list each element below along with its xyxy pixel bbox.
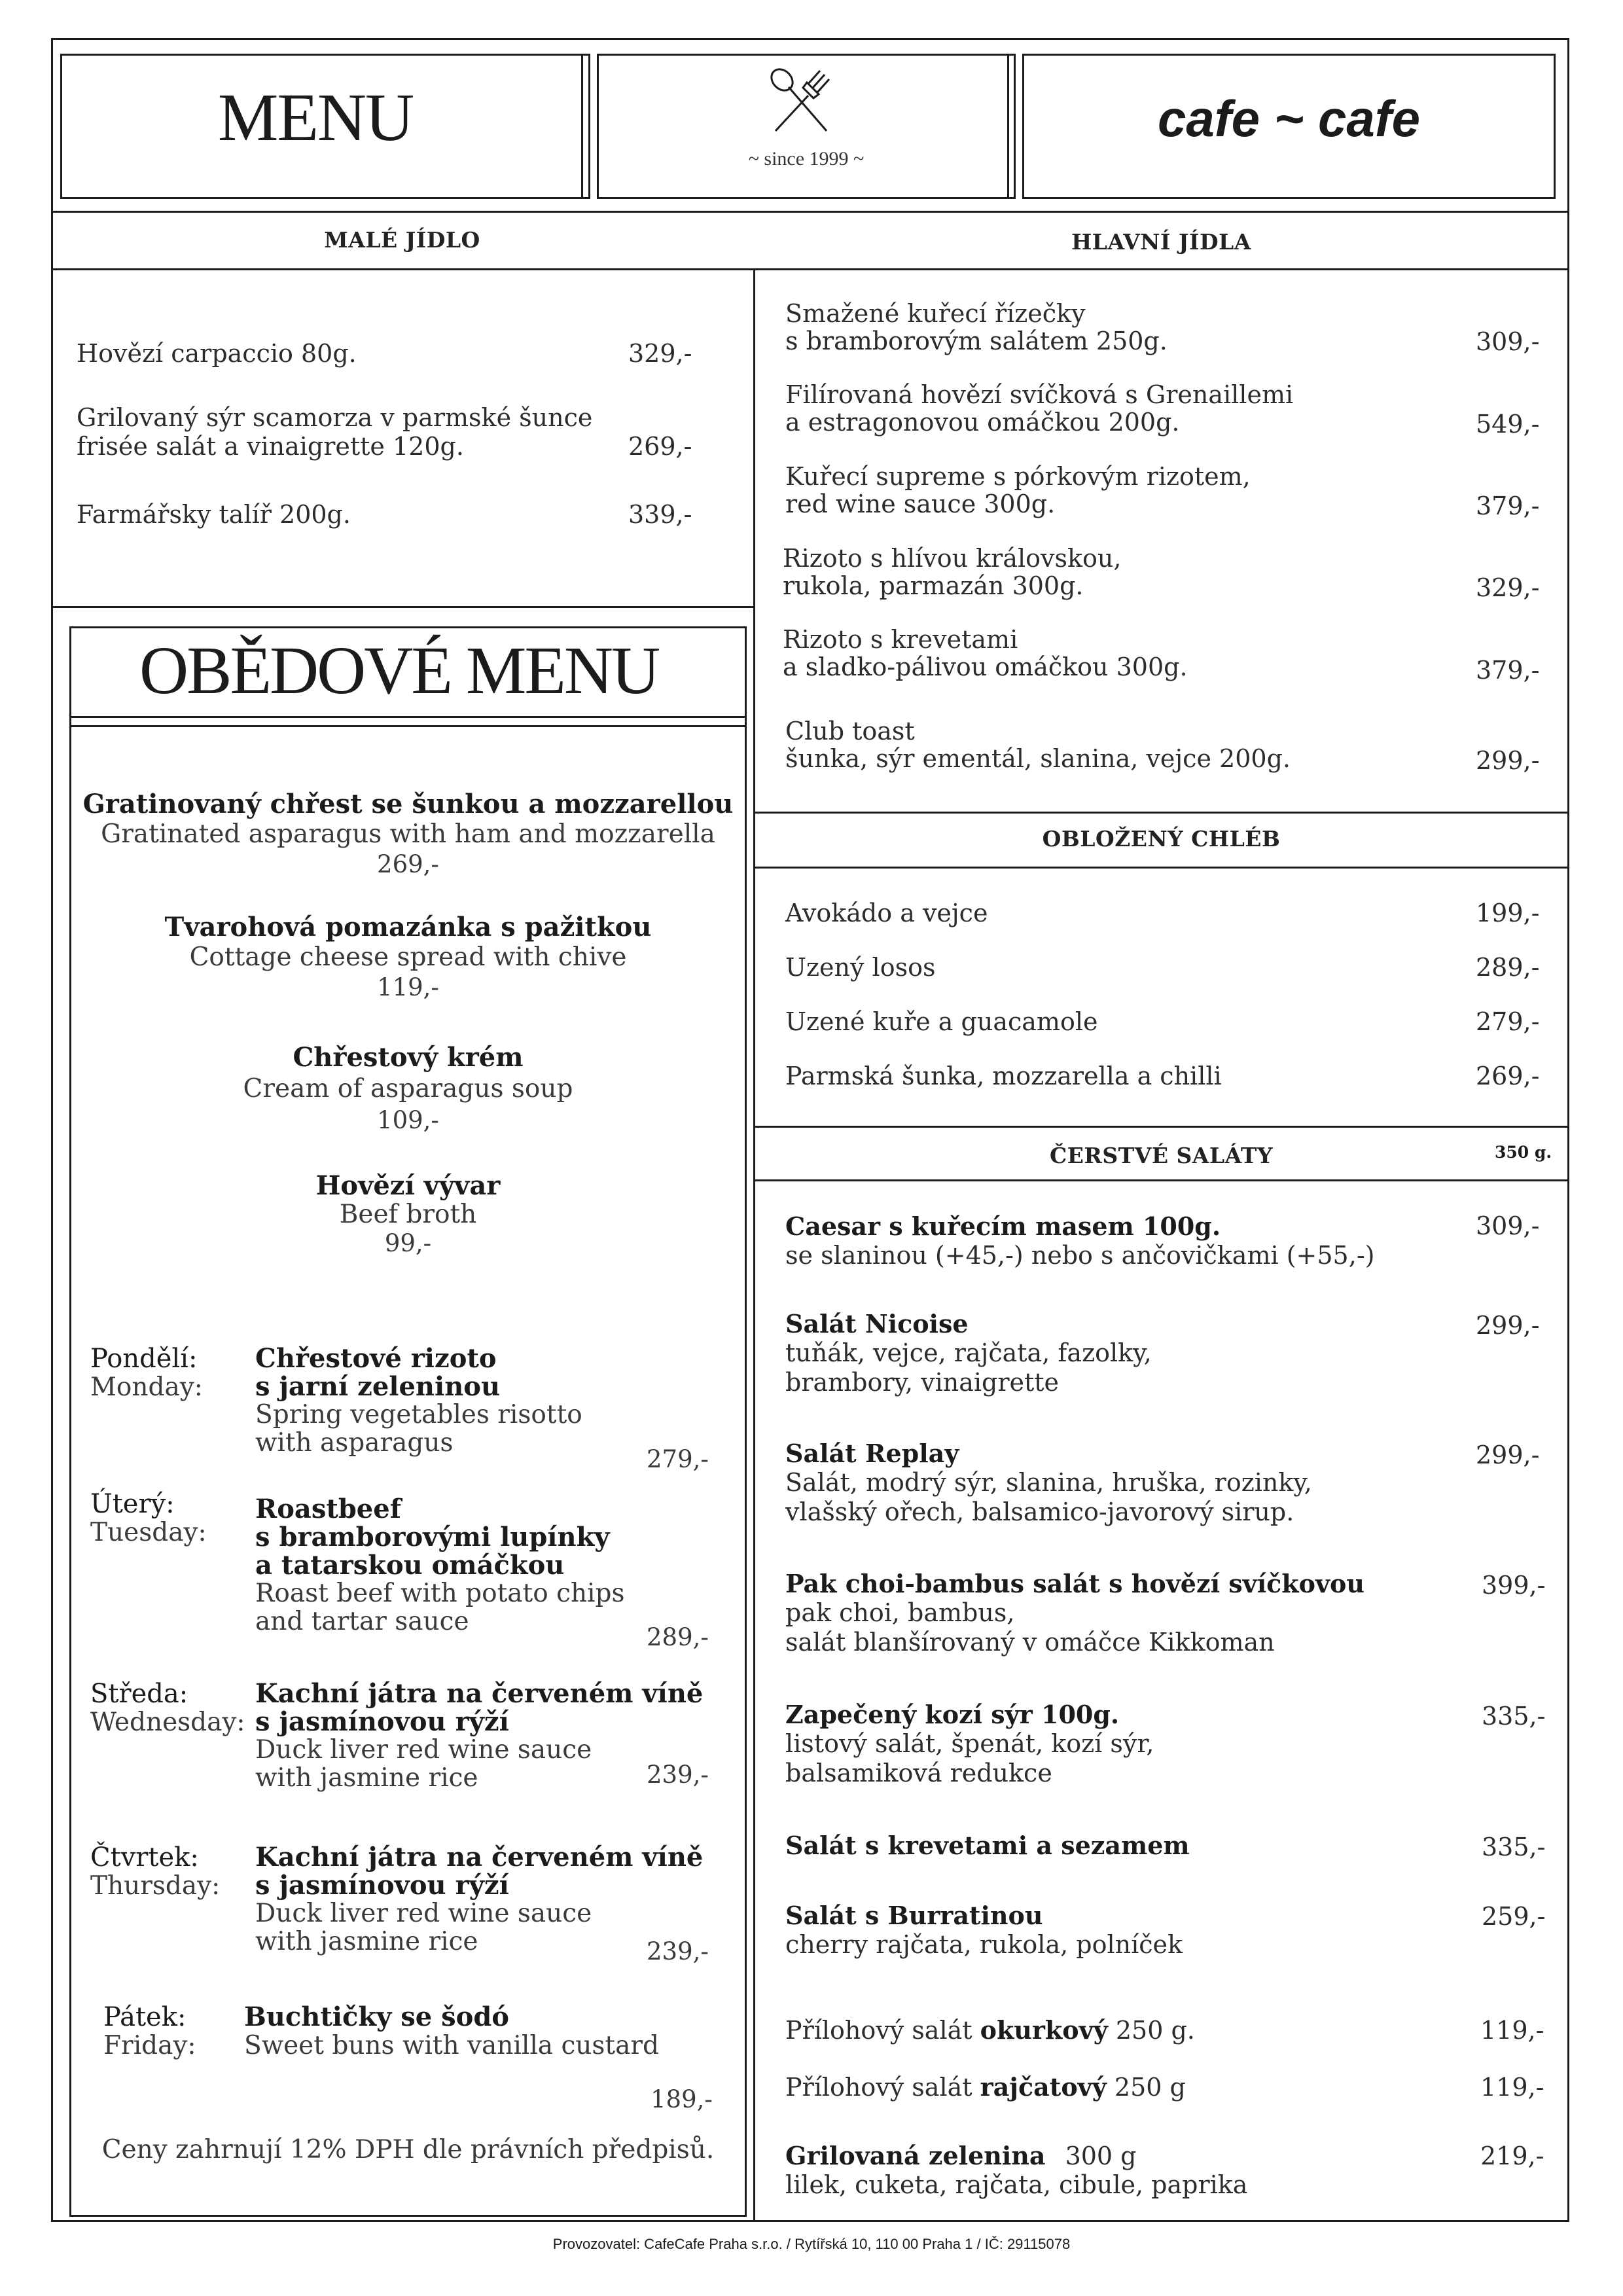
day-friday: Pátek: Friday: bbox=[103, 2002, 196, 2060]
heading-oblozeny-chleb: OBLOŽENÝ CHLÉB bbox=[1042, 826, 1281, 852]
salat-price-1: 309,- bbox=[1476, 1211, 1540, 1240]
oblozeny-price-1: 199,- bbox=[1476, 899, 1540, 927]
oblozeny-price-3: 279,- bbox=[1476, 1007, 1540, 1036]
day-friday-dish: Buchtičky se šodó Sweet buns with vanilla custard bbox=[244, 2001, 659, 2060]
salat-price-5: 335,- bbox=[1482, 1702, 1546, 1731]
obedove-fixed-3: Chřestový krém Cream of asparagus soup 109,- bbox=[243, 1042, 573, 1134]
side-salad-tomato-price: 119,- bbox=[1480, 2073, 1544, 2102]
male-price-1: 329,- bbox=[628, 339, 692, 368]
heading-cerstve-salaty: ČERSTVÉ SALÁTY bbox=[1049, 1143, 1274, 1168]
side-salad-cucumber-price: 119,- bbox=[1480, 2016, 1544, 2045]
salat-price-2: 299,- bbox=[1476, 1311, 1540, 1340]
side-salad-tomato: Přílohový salát rajčatový 250 g bbox=[785, 2072, 1186, 2102]
hlavni-price-1: 309,- bbox=[1476, 327, 1540, 356]
salat-5: Zapečený kozí sýr 100g. listový salát, špenát, kozí sýr, balsamiková redukce bbox=[785, 1700, 1154, 1787]
hlavni-item-5: Rizoto s krevetami a sladko-pálivou omáčkou 300g. bbox=[783, 625, 1188, 681]
hlavni-item-4: Rizoto s hlívou královskou, rukola, parmazán 300g. bbox=[783, 544, 1122, 600]
obedove-fixed-2: Tvarohová pomazánka s pažitkou Cottage cheese spread with chive 119,- bbox=[164, 912, 652, 1001]
salat-4: Pak choi-bambus salát s hovězí svíčkovou pak choi, bambus, salát blanšírovaný v omáčce Kikkoman bbox=[785, 1569, 1365, 1657]
hlavni-price-2: 549,- bbox=[1476, 410, 1540, 439]
oblozeny-item-3: Uzené kuře a guacamole bbox=[785, 1007, 1098, 1036]
side-salad-cucumber: Přílohový salát okurkový 250 g. bbox=[785, 2015, 1195, 2045]
column-divider bbox=[753, 268, 755, 2222]
day-thursday-dish: Kachní játra na červeném víně s jasmínovou rýží Duck liver red wine sauce with jasmine rice bbox=[255, 1842, 704, 1956]
obedove-fixed-1: Gratinovaný chřest se šunkou a mozzarellou Gratinated asparagus with ham and mozzarella 269,- bbox=[82, 789, 734, 878]
salat-1: Caesar s kuřecím masem 100g. se slaninou (+45,-) nebo s ančovičkami (+55,-) bbox=[785, 1211, 1375, 1270]
day-thursday-price: 239,- bbox=[647, 1937, 709, 1965]
salaty-weight: 350 g. bbox=[1495, 1143, 1552, 1162]
salat-2: Salát Nicoise tuňák, vejce, rajčata, fazolky, brambory, vinaigrette bbox=[785, 1309, 1152, 1397]
salat-price-6: 335,- bbox=[1482, 1833, 1546, 1861]
hlavni-price-5: 379,- bbox=[1476, 656, 1540, 685]
day-monday-price: 279,- bbox=[647, 1445, 709, 1473]
salat-6: Salát s krevetami a sezamem bbox=[785, 1831, 1190, 1860]
oblozeny-price-4: 269,- bbox=[1476, 1062, 1540, 1090]
salat-7: Salát s Burratinou cherry rajčata, rukola, polníček bbox=[785, 1901, 1183, 1959]
grilled-vegetables: Grilovaná zelenina 300 g lilek, cuketa, rajčata, cibule, paprika bbox=[785, 2141, 1248, 2199]
vat-note: Ceny zahrnují 12% DPH dle právních předpisů. bbox=[101, 2135, 715, 2164]
oblozeny-item-1: Avokádo a vejce bbox=[785, 899, 988, 927]
brand-logo: cafe ~ cafe bbox=[1157, 90, 1421, 147]
hlavni-price-4: 329,- bbox=[1476, 573, 1540, 602]
salat-price-7: 259,- bbox=[1482, 1902, 1546, 1931]
day-wednesday-dish: Kachní játra na červeném víně s jasmínovou rýží Duck liver red wine sauce with jasmine rice bbox=[255, 1678, 704, 1793]
day-wednesday: Středa: Wednesday: bbox=[90, 1679, 245, 1737]
male-item-2: Grilovaný sýr scamorza v parmské šunce frisée salát a vinaigrette 120g. bbox=[77, 403, 593, 461]
heading-male-jidlo: MALÉ JÍDLO bbox=[324, 227, 480, 253]
oblozeny-item-2: Uzený losos bbox=[785, 953, 936, 982]
hlavni-item-6: Club toast šunka, sýr ementál, slanina, vejce 200g. bbox=[785, 717, 1291, 773]
male-price-3: 339,- bbox=[628, 500, 692, 529]
hlavni-item-2: Filírovaná hovězí svíčková s Grenaillemi a estragonovou omáčkou 200g. bbox=[785, 380, 1294, 437]
grilled-vegetables-price: 219,- bbox=[1480, 2142, 1544, 2170]
obedove-title: OBĚDOVÉ MENU bbox=[139, 633, 659, 708]
day-tuesday: Úterý: Tuesday: bbox=[90, 1489, 207, 1547]
oblozeny-price-2: 289,- bbox=[1476, 953, 1540, 982]
male-price-2: 269,- bbox=[628, 432, 692, 461]
operator-footer: Provozovatel: CafeCafe Praha s.r.o. / Rytířská 10, 110 00 Praha 1 / IČ: 29115078 bbox=[552, 2236, 1071, 2252]
day-thursday: Čtvrtek: Thursday: bbox=[90, 1842, 221, 1901]
male-item-3: Farmářsky talíř 200g. bbox=[77, 500, 351, 529]
day-tuesday-price: 289,- bbox=[647, 1623, 709, 1651]
cutlery-icon bbox=[762, 65, 841, 137]
salat-3: Salát Replay Salát, modrý sýr, slanina, hruška, rozinky, vlašský ořech, balsamico-javorový sirup. bbox=[785, 1439, 1312, 1526]
heading-hlavni-jidla: HLAVNÍ JÍDLA bbox=[1071, 229, 1251, 255]
hlavni-price-6: 299,- bbox=[1476, 746, 1540, 775]
since-text: ~ since 1999 ~ bbox=[748, 148, 865, 170]
salat-price-4: 399,- bbox=[1482, 1571, 1546, 1600]
hlavni-price-3: 379,- bbox=[1476, 492, 1540, 520]
male-item-1: Hovězí carpaccio 80g. bbox=[77, 339, 357, 368]
day-monday: Pondělí: Monday: bbox=[90, 1344, 203, 1402]
hlavni-item-3: Kuřecí supreme s pórkovým rizotem, red wine sauce 300g. bbox=[785, 462, 1251, 518]
menu-title: MENU bbox=[217, 80, 414, 155]
day-tuesday-dish: Roastbeef s bramborovými lupínky a tatarskou omáčkou Roast beef with potato chips and tartar sauce bbox=[255, 1494, 625, 1636]
day-wednesday-price: 239,- bbox=[647, 1761, 709, 1789]
day-monday-dish: Chřestové rizoto s jarní zeleninou Spring vegetables risotto with asparagus bbox=[255, 1343, 582, 1458]
day-friday-price: 189,- bbox=[651, 2085, 713, 2113]
obedove-fixed-4: Hovězí vývar Beef broth 99,- bbox=[315, 1170, 501, 1257]
oblozeny-item-4: Parmská šunka, mozzarella a chilli bbox=[785, 1062, 1222, 1090]
salat-price-3: 299,- bbox=[1476, 1441, 1540, 1469]
hlavni-item-1: Smažené kuřecí řízečky s bramborovým salátem 250g. bbox=[785, 299, 1168, 355]
